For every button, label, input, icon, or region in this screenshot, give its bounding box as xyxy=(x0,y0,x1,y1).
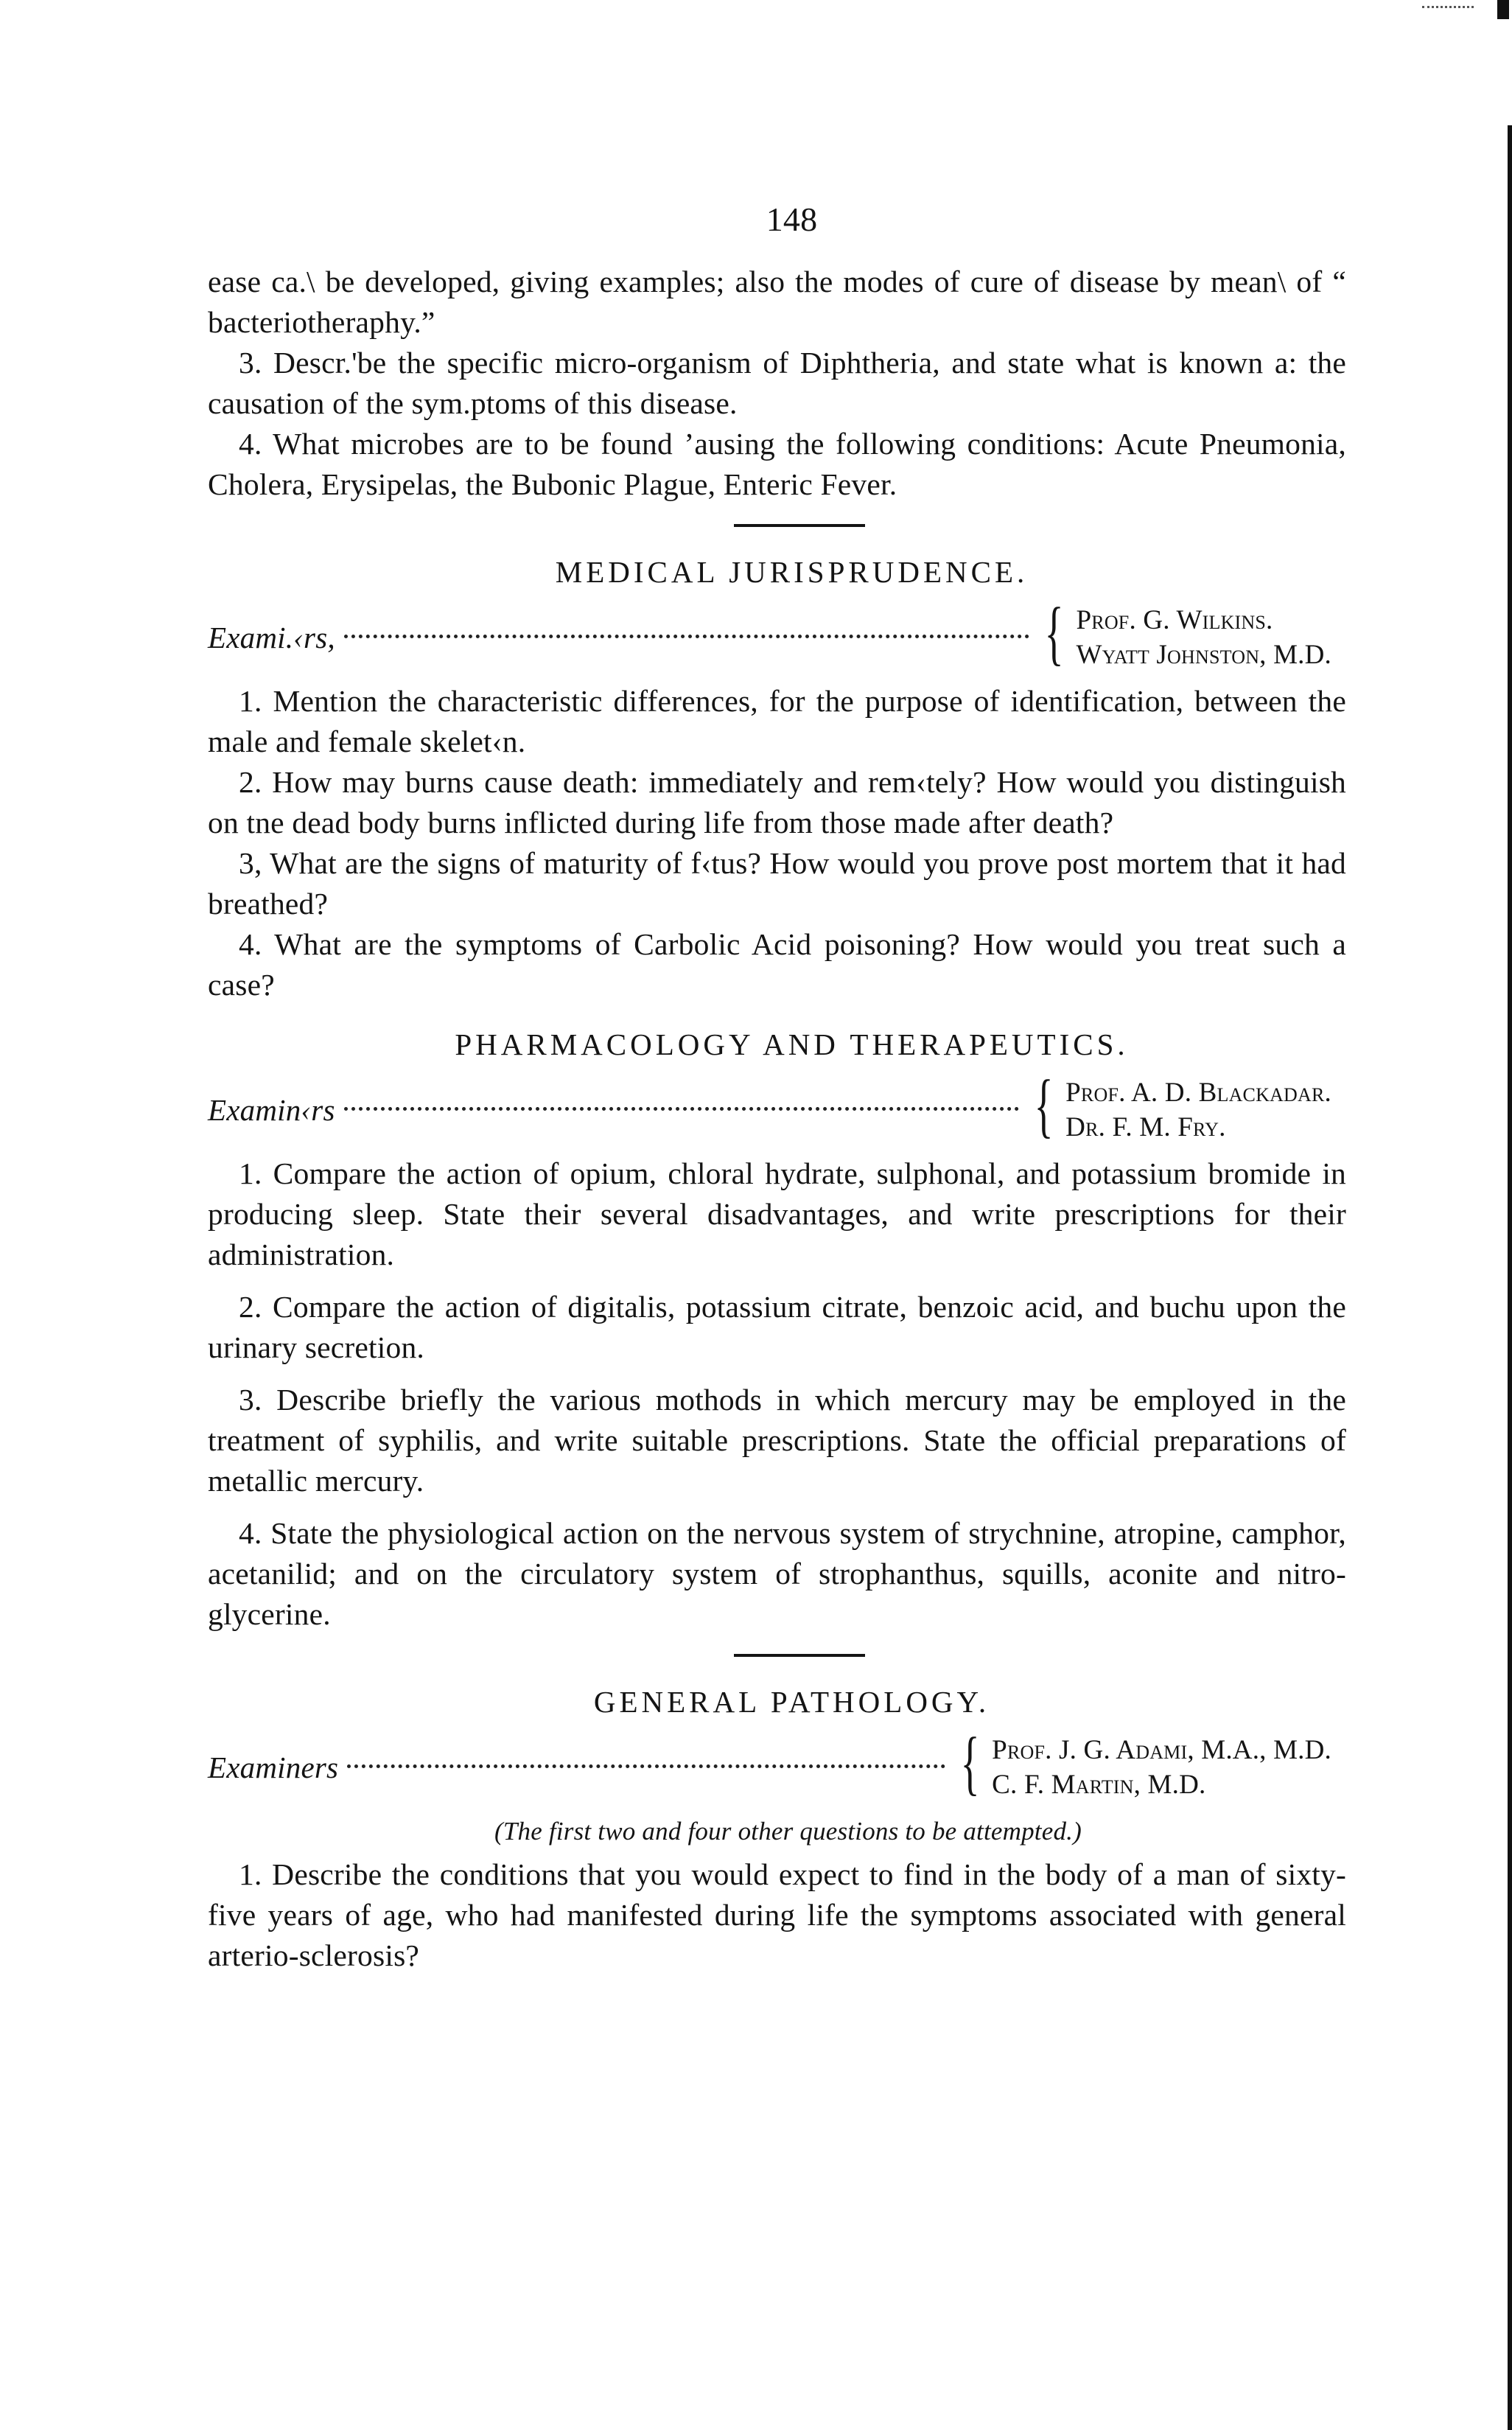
question-paragraph: 2. How may burns cause death: immediately and rem‹tely? How would you distinguish on tne dead body burns inflicted during life from those made after death? xyxy=(208,765,1346,839)
question-paragraph: 4. State the physiological action on the nervous system of strychnine, atropine, camphor, acetanilid; and on the circulatory system of strophanthus, squills, aconite and nitro-glycerine. xyxy=(208,1516,1346,1631)
examiners-row xyxy=(208,1723,1346,1804)
edge-speck xyxy=(1422,6,1474,8)
edge-mark xyxy=(1497,0,1509,19)
page xyxy=(208,199,1346,1976)
section-medical-jurisprudence xyxy=(208,552,1346,1005)
question-paragraph: 1. Compare the action of opium, chloral hydrate, sulphonal, and potassium bromide in producing sleep. State their several disadvantages, and write prescriptions for their administration. xyxy=(208,1156,1346,1271)
examiners-label: Examin‹rs xyxy=(208,1092,335,1127)
question-paragraph: 3. Describe briefly the various mothods in which mercury may be employed in the treatment of syphilis, and write suitable prescriptions. State the official preparations of metallic mercury. xyxy=(208,1383,1346,1498)
brace-glyph: { xyxy=(1044,593,1064,673)
examiner-name: Prof. J. G. Adami, M.A., M.D. xyxy=(992,1735,1331,1765)
examiners-row xyxy=(208,593,1346,674)
question-paragraph: 3. Descr.'be the specific micro-organism of Diphtheria, and state what is known a: the causation of the sym.ptoms of this disease. xyxy=(208,346,1346,420)
section-title: MEDICAL JURISPRUDENCE. xyxy=(555,555,1029,589)
brace-glyph: { xyxy=(960,1723,980,1803)
section-pharmacology xyxy=(208,1024,1346,1635)
question-paragraph: 1. Mention the characteristic differences, for the purpose of identification, between the male and female skelet‹n. xyxy=(208,684,1346,758)
dot-leader xyxy=(344,635,1029,638)
section-divider xyxy=(734,524,865,527)
instruction-note: (The first two and four other questions to be attempted.) xyxy=(494,1817,1082,1846)
question-paragraph: 4. What microbes are to be found ’ausing the following conditions: Acute Pneumonia, Cholera, Erysipelas, the Bubonic Plague, Enteric Fever. xyxy=(208,427,1346,501)
dot-leader xyxy=(344,1107,1019,1111)
examiners-names xyxy=(1065,1075,1346,1145)
examiners-names xyxy=(1077,603,1347,672)
dot-leader xyxy=(347,1764,945,1768)
examiner-name: C. F. Martin, M.D. xyxy=(992,1770,1206,1800)
section-general-pathology xyxy=(208,1682,1346,1976)
continuation-paragraph: ease ca.\ be developed, giving examples; also the modes of cure of disease by mean\ of “ bacteriotheraphy.” xyxy=(208,265,1346,339)
page-number: 148 xyxy=(766,200,818,238)
question-paragraph: 1. Describe the conditions that you would expect to find in the body of a man of sixty-five years of age, who had manifested during life the symptoms associated with general arterio-sclerosis? xyxy=(208,1857,1346,1972)
examiner-name: Prof. A. D. Blackadar. xyxy=(1065,1078,1331,1108)
question-paragraph: 2. Compare the action of digitalis, potassium citrate, benzoic acid, and buchu upon the urinary secretion. xyxy=(208,1290,1346,1364)
section-spacer xyxy=(208,1005,1346,1024)
question-paragraph: 4. What are the symptoms of Carbolic Acid poisoning? How would you treat such a case? xyxy=(208,927,1346,1002)
section-title: PHARMACOLOGY AND THERAPEUTICS. xyxy=(455,1027,1129,1061)
question-paragraph: 3, What are the signs of maturity of f‹tus? How would you prove post mortem that it had breathed? xyxy=(208,846,1346,921)
brace-glyph: { xyxy=(1034,1066,1054,1145)
section-divider xyxy=(734,1654,865,1657)
section-title: GENERAL PATHOLOGY. xyxy=(593,1685,990,1719)
examiner-name: Dr. F. M. Fry. xyxy=(1065,1112,1226,1142)
intro-block xyxy=(208,262,1346,505)
questions-list xyxy=(208,1153,1346,1635)
examiner-name: Wyatt Johnston, M.D. xyxy=(1076,640,1331,670)
examiners-label: Examiners xyxy=(208,1750,339,1784)
examiners-row xyxy=(208,1066,1346,1146)
examiner-name: Prof. G. Wilkins. xyxy=(1076,605,1273,635)
page-edge xyxy=(1508,125,1512,2430)
examiners-names xyxy=(992,1733,1346,1802)
examiners-label: Exami.‹rs, xyxy=(208,620,335,654)
